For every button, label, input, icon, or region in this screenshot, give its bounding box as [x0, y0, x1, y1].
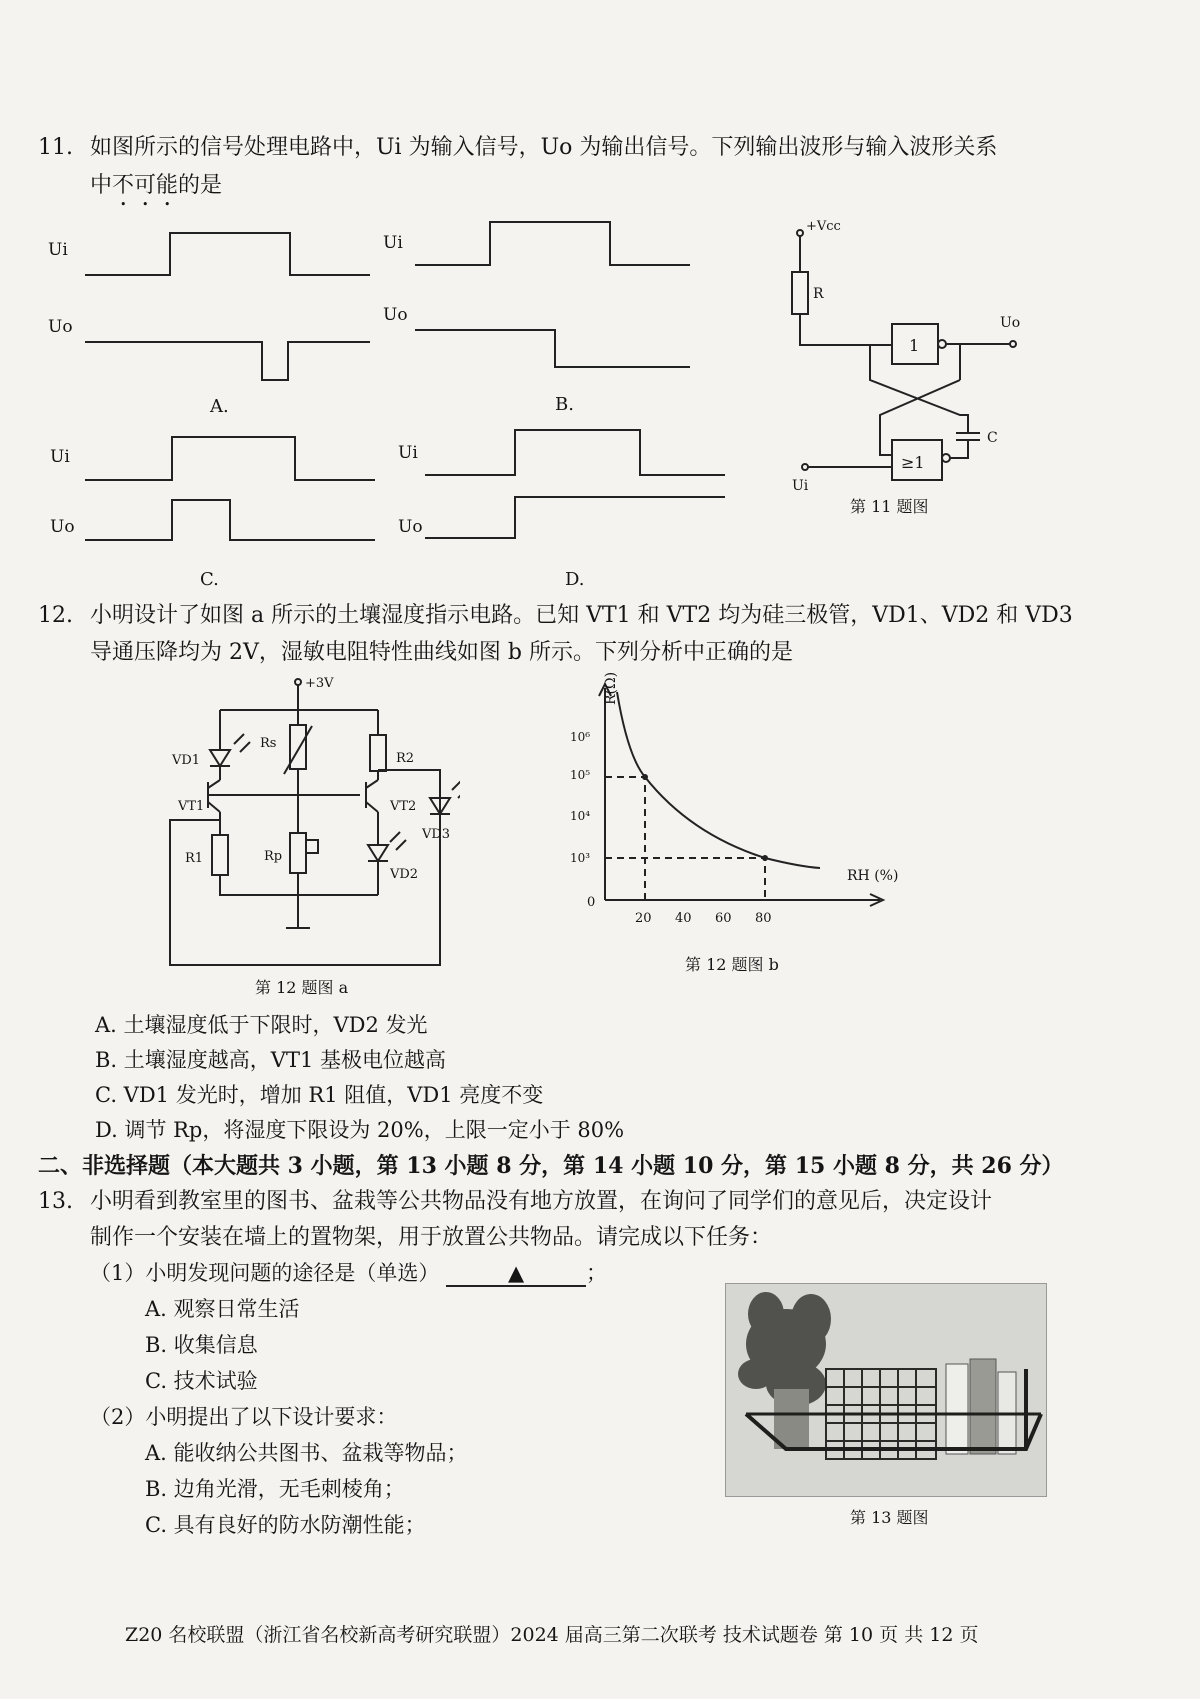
answer-blank: ▲: [446, 1261, 586, 1287]
y-axis-label: R(Ω): [603, 671, 619, 705]
q11-stem-line1: 如图所示的信号处理电路中，Ui 为输入信号，Uo 为输出信号。下列输出波形与输入波形关系: [90, 135, 998, 160]
q13-p2-item-a: A. 能收纳公共图书、盆栽等物品；: [145, 1441, 468, 1465]
uo-terminal: [1010, 341, 1016, 347]
waveform-option-d: [398, 430, 725, 590]
ui-terminal-label: Ui: [792, 478, 809, 494]
ui-label: Ui: [48, 240, 68, 260]
ui-waveform-b: [415, 222, 690, 265]
q13-part2: （2）小明提出了以下设计要求：: [90, 1405, 398, 1429]
c-label: C: [987, 430, 998, 446]
ytick-1e6: 10⁶: [570, 730, 591, 744]
q13-p2-item-c: C. 具有良好的防水防潮性能；: [145, 1513, 426, 1537]
q12-option-a: A. 土壤湿度低于下限时，VD2 发光: [95, 1013, 428, 1037]
x-axis: [605, 894, 883, 906]
ytick-1e4: 10⁴: [570, 809, 591, 823]
resistor-rp: [290, 833, 306, 873]
rp-label: Rp: [264, 849, 283, 864]
ui-label: Ui: [50, 447, 70, 467]
resistor-rs: [290, 725, 306, 769]
waveform-option-c: [50, 437, 375, 590]
figure-11-caption: 第 11 题图: [850, 497, 929, 516]
q13-p1-option-b: B. 收集信息: [145, 1333, 258, 1357]
q12-graph-b: [565, 670, 925, 990]
r2-label: R2: [396, 751, 415, 766]
waveform-option-a: [48, 233, 370, 417]
q11-number: 11.: [38, 135, 73, 160]
q12-option-b: B. 土壤湿度越高，VT1 基极电位越高: [95, 1048, 446, 1072]
uo-waveform-c: [85, 500, 375, 540]
resistor-r1: [212, 835, 228, 875]
uo-waveform-a: [85, 342, 370, 380]
xtick-40: 40: [675, 911, 692, 926]
point-80-1e3: [762, 855, 768, 861]
vd2-label: VD2: [390, 867, 419, 882]
q12-stem-line2: 导通压降均为 2V，湿敏电阻特性曲线如图 b 所示。下列分析中正确的是: [90, 640, 793, 665]
xtick-60: 60: [715, 911, 732, 926]
vt1-label: VT1: [178, 799, 205, 814]
figure-13-caption: 第 13 题图: [850, 1508, 929, 1527]
option-c-label: C.: [200, 569, 219, 590]
r-label: R: [813, 286, 824, 302]
q13-p1-option-a: A. 观察日常生活: [145, 1297, 300, 1321]
vd3-label: VD3: [422, 827, 451, 842]
q13-stem-line2: 制作一个安装在墙上的置物架，用于放置公共物品。请完成以下任务：: [90, 1225, 773, 1250]
supply-label: +3V: [305, 676, 334, 691]
guide-lines: [605, 777, 765, 900]
not-gate-label: 1: [909, 336, 920, 355]
option-a-label: A.: [210, 396, 229, 417]
ui-waveform-d: [425, 430, 725, 475]
transistor-vt2: [366, 780, 378, 812]
xtick-80: 80: [755, 911, 772, 926]
q11-emphasis: 不可能: [112, 173, 179, 198]
ui-label: Ui: [383, 233, 403, 253]
q12-number: 12.: [38, 603, 73, 628]
uo-label: Uo: [383, 305, 408, 325]
q12-stem-line1: 小明设计了如图 a 所示的土壤湿度指示电路。已知 VT1 和 VT2 均为硅三极管，VD1、VD2 和 VD3: [90, 603, 1073, 628]
ytick-1e5: 10⁵: [570, 768, 591, 782]
plant-pot: [774, 1389, 809, 1449]
resistor-r2: [370, 735, 386, 771]
vd1-label: VD1: [172, 753, 201, 768]
ui-terminal: [802, 464, 808, 470]
figure-12a-caption: 第 12 题图 a: [255, 978, 349, 997]
vt2-label: VT2: [390, 799, 417, 814]
y-axis: [599, 684, 611, 900]
uo-label: Uo: [50, 517, 75, 537]
q11-waveforms: [0, 200, 1200, 620]
xtick-20: 20: [635, 911, 652, 926]
q13-p1-option-c: C. 技术试验: [145, 1369, 258, 1393]
section-2-heading: 二、非选择题（本大题共 3 小题，第 13 小题 8 分，第 14 小题 10 分，第 15 小题 8 分，共 26 分）: [38, 1153, 1064, 1179]
q13-p2-item-b: B. 边角光滑，无毛刺棱角；: [145, 1477, 405, 1501]
shelf-photo: [725, 1283, 1047, 1497]
q12-option-d: D. 调节 Rp，将湿度下限设为 20%，上限一定小于 80%: [95, 1118, 625, 1142]
characteristic-curve: [617, 692, 820, 868]
shelf-illustration: [726, 1284, 1046, 1496]
uo-waveform-b: [415, 330, 690, 367]
uo-label: Uo: [398, 517, 423, 537]
vcc-terminal: [797, 230, 803, 236]
uo-terminal-label: Uo: [1000, 315, 1021, 331]
option-d-label: D.: [565, 569, 585, 590]
ui-waveform-a: [85, 233, 370, 275]
ui-waveform-c: [85, 437, 375, 480]
r1-label: R1: [185, 851, 204, 866]
q11-circuit-diagram: [792, 219, 1020, 516]
q11-stem-line2: 中不可能的是: [90, 173, 223, 198]
ui-label: Ui: [398, 443, 418, 463]
ytick-0: 0: [587, 895, 596, 910]
figure-12b-caption: 第 12 题图 b: [685, 955, 779, 974]
x-axis-label: RH (%): [847, 868, 899, 884]
q13-part1: （1）小明发现问题的途径是（单选） ▲ ；: [90, 1261, 608, 1285]
rs-label: Rs: [260, 736, 277, 751]
waveform-option-b: [383, 222, 690, 415]
uo-waveform-d: [425, 497, 725, 538]
q12-option-c: C. VD1 发光时，增加 R1 阻值，VD1 亮度不变: [95, 1083, 544, 1107]
resistor-r: [792, 272, 808, 314]
page-footer: Z20 名校联盟（浙江省名校新高考研究联盟）2024 届高三第二次联考 技术试题卷 第 10 页 共 12 页: [125, 1624, 979, 1646]
q13-number: 13.: [38, 1189, 73, 1214]
book-2: [970, 1359, 996, 1454]
uo-label: Uo: [48, 317, 73, 337]
supply-terminal: [295, 679, 301, 685]
ytick-1e3: 10³: [570, 851, 591, 865]
book-1: [946, 1364, 968, 1454]
q13-stem-line1: 小明看到教室里的图书、盆栽等公共物品没有地方放置，在询问了同学们的意见后，决定设计: [90, 1189, 993, 1214]
option-b-label: B.: [555, 394, 574, 415]
point-20-1e5: [642, 774, 648, 780]
vcc-label: +Vcc: [806, 219, 841, 234]
or-gate-label: ≥1: [901, 453, 925, 472]
q12-circuit-a: [160, 670, 460, 1000]
